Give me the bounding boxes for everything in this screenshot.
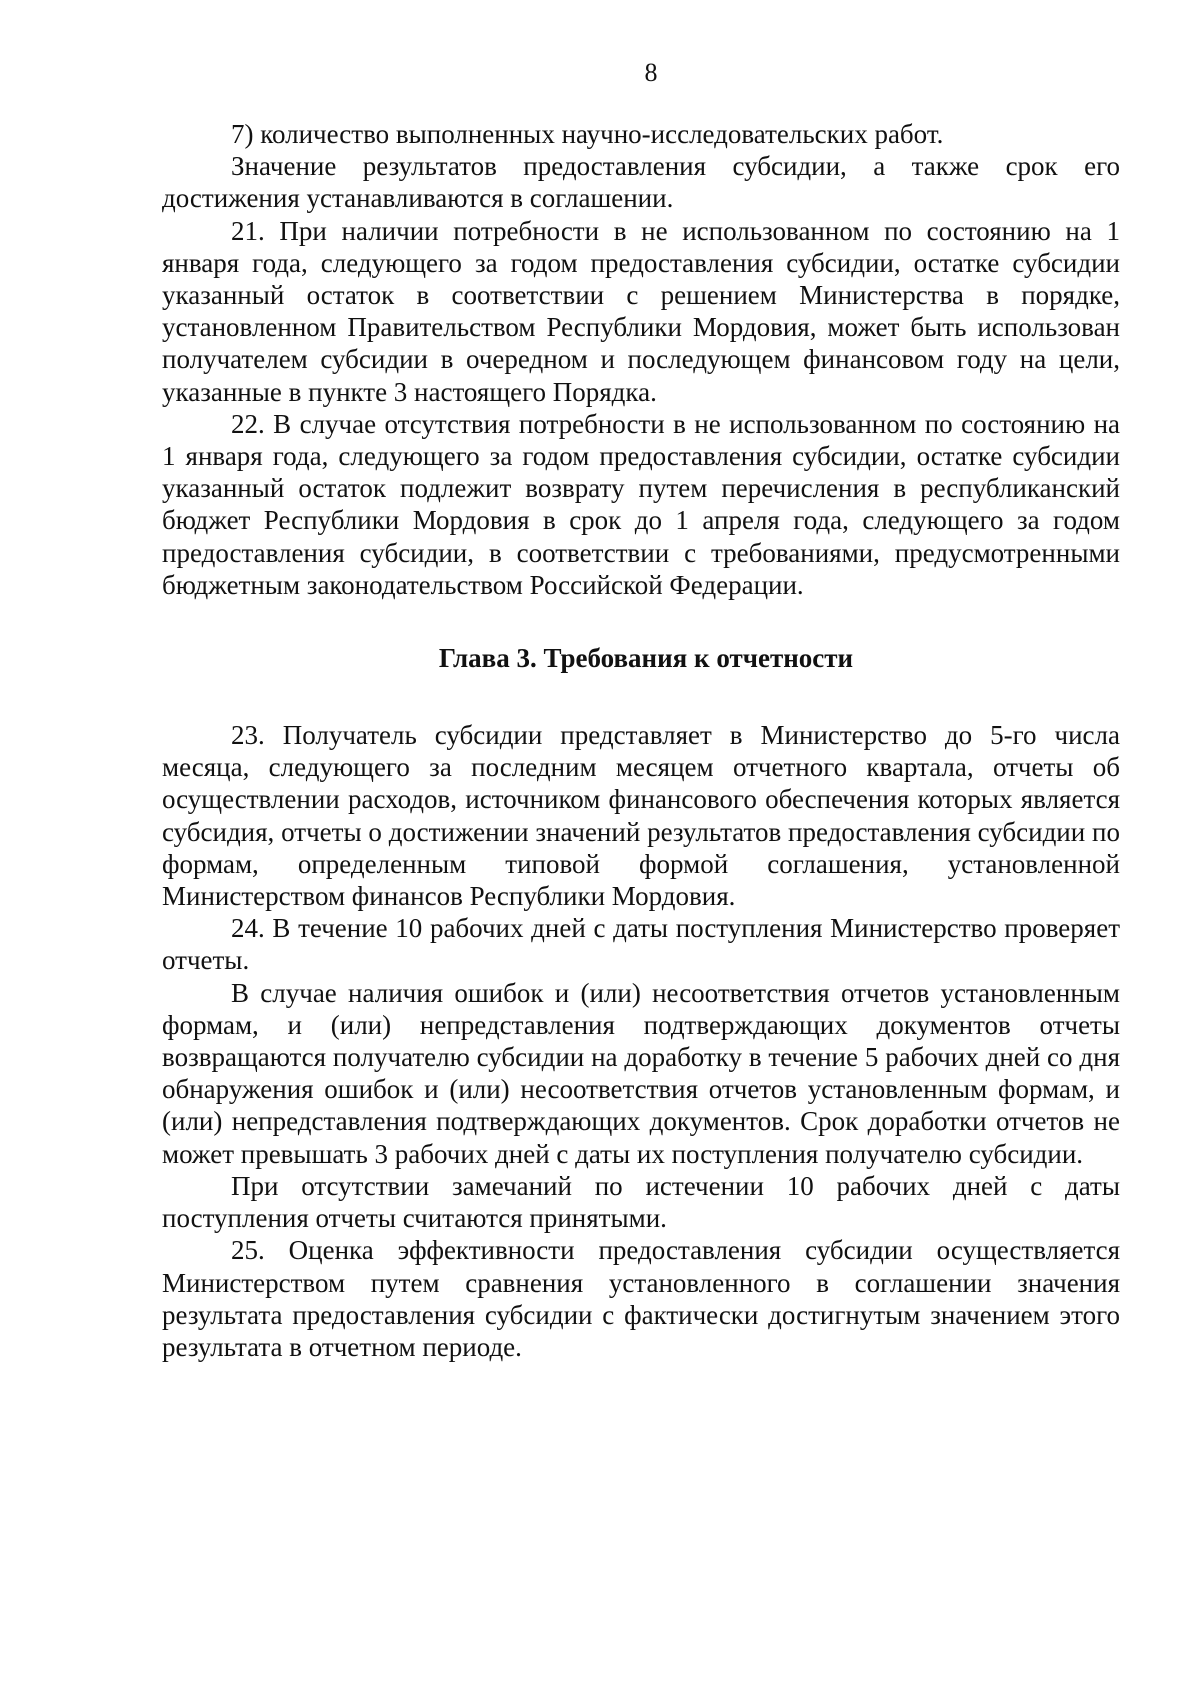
chapter-heading: Глава 3. Требования к отчетности [438,643,854,674]
section-after-heading [162,719,1120,1363]
paragraph-result-values: Значение результатов предоставления субсидии, а также срок его достижения устанавливаются в соглашении. [162,151,1120,214]
paragraph-25: 25. Оценка эффективности предоставления субсидии осуществляется Министерством путем сравнения установленного в соглашении значения результата предоставления субсидии с фактически достигнутым значением этого результата в отчетном периоде. [162,1235,1120,1362]
paragraph-21: 21. При наличии потребности в не использованном по состоянию на 1 января года, следующего за годом предоставления субсидии, остатке субсидии указанный остаток в соответствии с решением Министерства в порядке, установленном Правительством Республики Мордовия, может быть использован получателем субсидии в очередном и последующем финансовом году на цели, указанные в пункте 3 настоящего Порядка. [162,215,1120,407]
paragraph-24: 24. В течение 10 рабочих дней с даты поступления Министерство проверяет отчеты. [162,913,1120,976]
paragraph-no-remarks: При отсутствии замечаний по истечении 10 рабочих дней с даты поступления отчеты считаются принятыми. [162,1170,1120,1234]
paragraph-23: 23. Получатель субсидии представляет в Министерство до 5-го числа месяца, следующего за последним месяцем отчетного квартала, отчеты об осуществлении расходов, источником финансового обеспечения которых является субсидия, отчеты о достижении значений результатов предоставления субсидии по формам, определенным типовой формой соглашения, установленной Министерством финансов Республики Мордовия. [162,720,1120,912]
paragraph-errors: В случае наличия ошибок и (или) несоответствия отчетов установленным формам, и (или) непредставления подтверждающих документов отчеты возвращаются получателю субсидии на доработку в течение 5 рабочих дней со дня обнаружения ошибок и (или) несоответствия отчетов установленным формам, и (или) непредставления подтверждающих документов. Срок доработки отчетов не может превышать 3 рабочих дней с даты их поступления получателю субсидии. [162,977,1120,1169]
paragraph-22: 22. В случае отсутствия потребности в не использованном по состоянию на 1 января года, следующего за годом предоставления субсидии, остатке субсидии указанный остаток подлежит возврату путем перечисления в республиканский бюджет Республики Мордовия в срок до 1 апреля года, следующего за годом предоставления субсидии, в соответствии с требованиями, предусмотренными бюджетным законодательством Российской Федерации. [162,408,1120,600]
section-before-heading [162,118,1120,601]
paragraph-item-7: 7) количество выполненных научно-исследовательских работ. [231,119,944,149]
page-number: 8 [644,58,658,87]
